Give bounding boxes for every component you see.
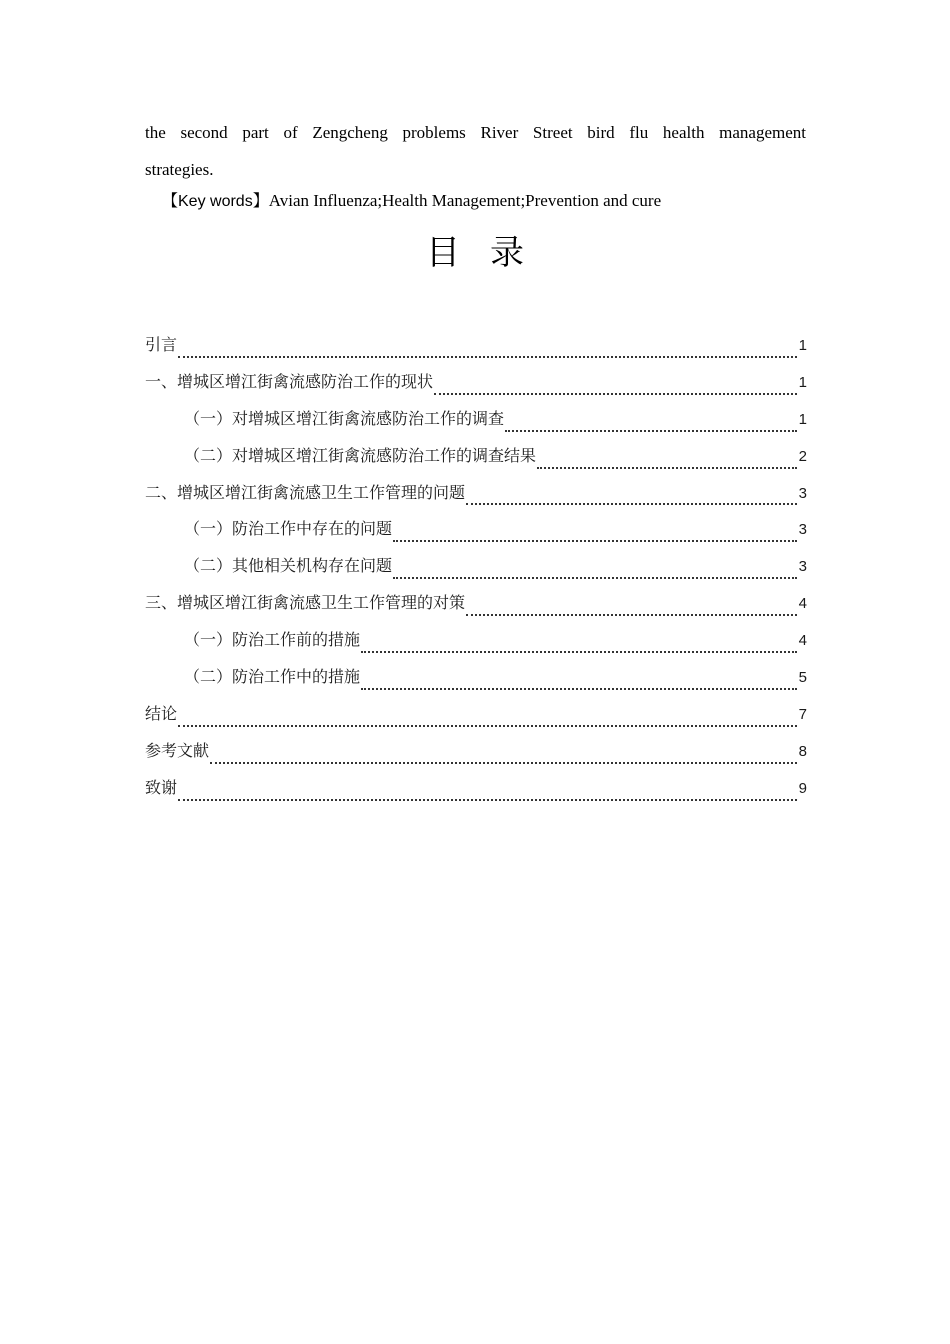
toc-page-number: 1 (798, 410, 807, 428)
keywords-text: Avian Influenza;Health Management;Prevention and cure (268, 191, 662, 210)
toc-dot-leader (466, 614, 797, 616)
toc-entry-text: （二）对增城区增江街禽流感防治工作的调查结果 (184, 445, 537, 465)
toc-entry[interactable] (145, 443, 807, 480)
toc-page-number: 1 (798, 337, 807, 354)
toc-entry[interactable] (145, 553, 807, 590)
toc-entry[interactable] (145, 406, 807, 443)
toc-entry-text: 引言 (145, 335, 178, 354)
toc-dot-leader (178, 356, 797, 358)
toc-entry[interactable] (145, 627, 807, 664)
toc-dot-leader (393, 540, 797, 542)
toc-dot-leader (361, 688, 797, 690)
toc-entry-text: 结论 (145, 703, 178, 723)
toc-page-number: 5 (798, 669, 807, 687)
toc-dot-leader (178, 725, 797, 727)
toc-page-number: 3 (798, 521, 807, 539)
toc-page-number: 3 (798, 484, 807, 502)
toc-dot-leader (466, 503, 797, 505)
toc-entry-text: （一）防治工作前的措施 (184, 630, 361, 650)
toc-entry-text: （二）防治工作中的措施 (184, 667, 361, 687)
toc-entry[interactable] (145, 664, 807, 701)
toc-page-number: 1 (798, 373, 807, 391)
toc-title: 目录 (426, 233, 554, 273)
toc-entry-text: （一）对增城区增江街禽流感防治工作的调查 (184, 408, 505, 428)
toc-entry-text: 三、增城区增江街禽流感卫生工作管理的对策 (145, 593, 466, 613)
toc-entry[interactable] (145, 516, 807, 553)
toc-dot-leader (210, 762, 797, 764)
toc-entry-text: 参考文献 (145, 740, 210, 760)
keywords-line (162, 186, 806, 217)
toc-page-number: 4 (798, 595, 807, 613)
toc-page-number: 9 (798, 779, 807, 797)
toc-dot-leader (178, 799, 797, 801)
toc-dot-leader (537, 467, 797, 469)
toc-entry[interactable] (145, 332, 807, 369)
toc-entry[interactable] (145, 369, 807, 406)
table-of-contents (145, 332, 807, 812)
toc-page-number: 2 (798, 447, 807, 465)
toc-entry[interactable] (145, 480, 807, 517)
toc-page-number: 8 (798, 742, 807, 760)
toc-entry-text: （一）防治工作中存在的问题 (184, 519, 393, 539)
toc-entry-text: （二）其他相关机构存在问题 (184, 556, 393, 576)
toc-entry[interactable] (145, 775, 807, 812)
keywords-label: 【Key words】 (162, 193, 269, 210)
abstract-line-2: strategies. (145, 160, 214, 179)
toc-page-number: 3 (798, 558, 807, 576)
abstract-line-1: the second part of Zengcheng problems River Street bird flu health management (145, 123, 806, 142)
toc-dot-leader (361, 651, 797, 653)
toc-entry[interactable] (145, 590, 807, 627)
toc-dot-leader (393, 577, 797, 579)
toc-dot-leader (505, 430, 797, 432)
toc-entry[interactable] (145, 701, 807, 738)
toc-page-number: 7 (798, 705, 807, 723)
abstract-paragraph (145, 114, 806, 188)
toc-page-number: 4 (798, 632, 807, 650)
toc-dot-leader (434, 393, 797, 395)
toc-entry[interactable] (145, 738, 807, 775)
toc-entry-text: 二、增城区增江街禽流感卫生工作管理的问题 (145, 482, 466, 502)
toc-entry-text: 致谢 (145, 777, 178, 797)
toc-entry-text: 一、增城区增江街禽流感防治工作的现状 (145, 371, 434, 391)
